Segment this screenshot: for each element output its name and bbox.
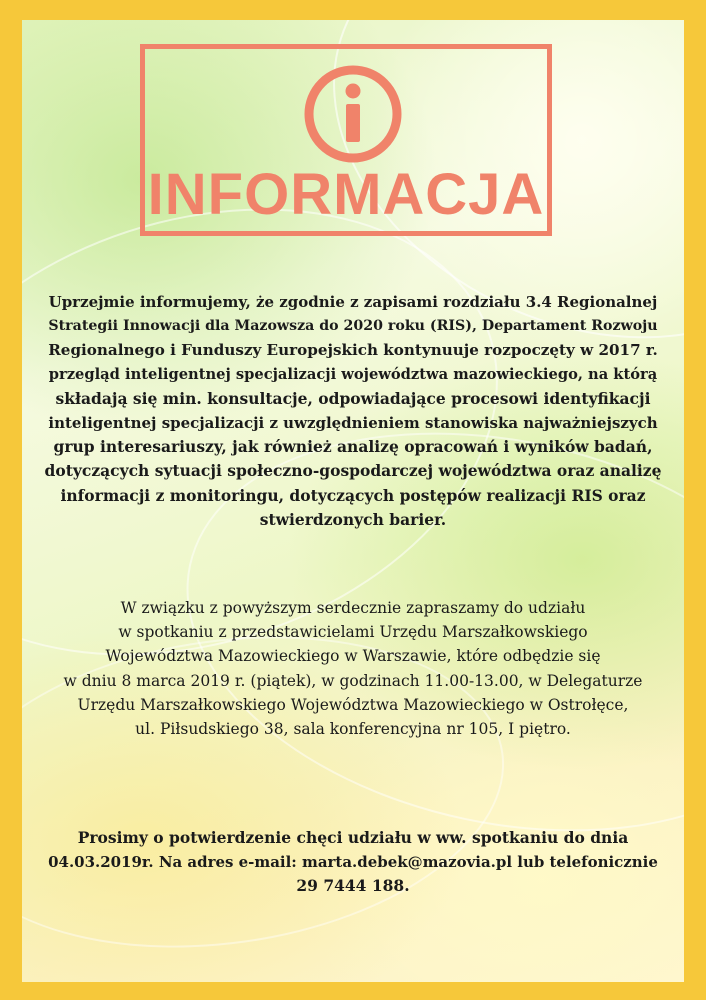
intro-line: informacji z monitoringu, dotyczących postępów realizacji RIS oraz [60,485,646,505]
invitation-line: W związku z powyższym serdecznie zapraszamy do udziału [120,599,586,617]
invitation-line: Urzędu Marszałkowskiego Województwa Mazowieckiego w Ostrołęce, [77,695,629,714]
invitation-paragraph [42,596,664,741]
confirmation-line: 29 7444 188. [296,876,410,896]
intro-line: Uprzejmie informujemy, że zgodnie z zapisami rozdziału 3.4 Regionalnej [48,293,658,311]
poster-background [22,20,684,982]
intro-line: Strategii Innowacji dla Mazowsza do 2020 roku (RIS), Departament Rozwoju [48,318,658,335]
intro-paragraph [42,290,664,532]
confirmation-paragraph [42,826,664,899]
intro-line: składają się min. konsultacje, odpowiadające procesowi identyfikacji [55,388,651,408]
intro-line: stwierdzonych barier. [259,509,447,529]
invitation-line: w dniu 8 marca 2019 r. (piątek), w godzinach 11.00-13.00, w Delegaturze [63,671,643,690]
invitation-line: w spotkaniu z przedstawicielami Urzędu Marszałkowskiego [118,623,588,642]
invitation-line: ul. Piłsudskiego 38, sala konferencyjna nr 105, I piętro. [135,720,571,739]
intro-line: Regionalnego i Funduszy Europejskich kontynuuje rozpoczęty w 2017 r. [48,341,658,360]
info-icon [303,64,403,164]
intro-line: inteligentnej specjalizacji z uwzględnieniem stanowiska najważniejszych [48,414,658,433]
invitation-line: Województwa Mazowieckiego w Warszawie, które odbędzie się [105,647,601,666]
information-title: INFORMACJA [147,162,545,227]
intro-line: dotyczących sytuacji społeczno-gospodarczej województwa oraz analizę [44,461,662,481]
intro-line: grup interesariuszy, jak również analizę opracowań i wyników badań, [53,437,653,457]
confirmation-line: Prosimy o potwierdzenie chęci udziału w ww. spotkaniu do dnia [77,828,629,847]
intro-line: przegląd inteligentnej specjalizacji województwa mazowieckiego, na którą [48,365,658,383]
confirmation-line: 04.03.2019r. Na adres e-mail: marta.debek@mazovia.pl lub telefonicznie [48,853,658,872]
